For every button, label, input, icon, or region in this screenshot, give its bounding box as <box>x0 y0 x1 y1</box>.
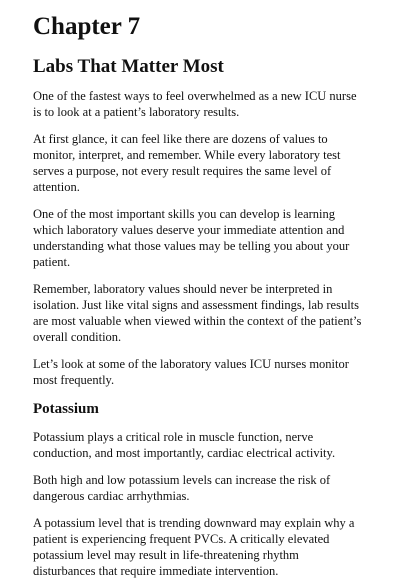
paragraph-intro-1: One of the fastest ways to feel overwhelmed as a new ICU nurse is to look at a patient’s laboratory results. <box>33 89 357 119</box>
paragraph-potassium-3: A potassium level that is trending downward may explain why a patient is experiencing frequent PVCs. A critically elevated potassium level may result in life-threatening rhythm disturbances that require immediate intervention. <box>33 516 355 578</box>
chapter-title: Chapter 7 <box>33 13 141 40</box>
paragraph-intro-2: At first glance, it can feel like there are dozens of values to monitor, interpret, and remember. While every laboratory test serves a purpose, not every result requires the same level of attention. <box>33 132 341 194</box>
subsection-title-potassium: Potassium <box>33 401 99 417</box>
document-page <box>33 12 363 579</box>
section-title: Labs That Matter Most <box>33 56 224 77</box>
paragraph-potassium-2: Both high and low potassium levels can increase the risk of dangerous cardiac arrhythmias. <box>33 473 331 503</box>
paragraph-potassium-1: Potassium plays a critical role in muscle function, nerve conduction, and most importantly, cardiac electrical activity. <box>33 430 336 460</box>
paragraph-intro-4: Remember, laboratory values should never be interpreted in isolation. Just like vital signs and assessment findings, lab results are most valuable when viewed within the context of the patient’s overall condition. <box>33 282 362 344</box>
paragraph-intro-5: Let’s look at some of the laboratory values ICU nurses monitor most frequently. <box>33 357 349 387</box>
paragraph-intro-3: One of the most important skills you can develop is learning which laboratory values deserve your immediate attention and understanding what those values may be telling you about your patient. <box>33 207 350 269</box>
